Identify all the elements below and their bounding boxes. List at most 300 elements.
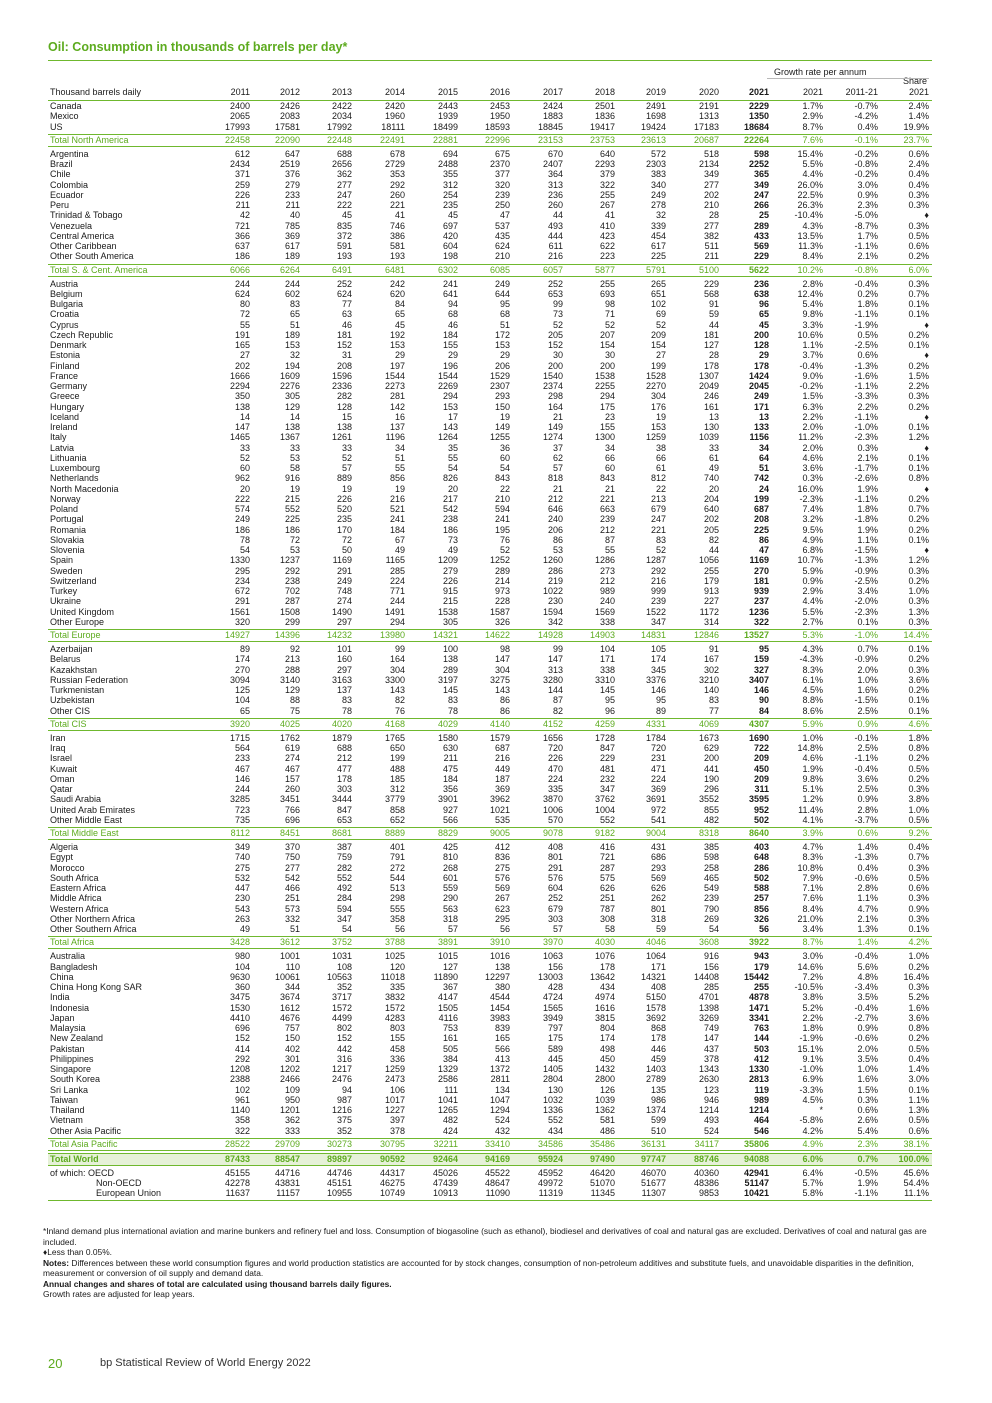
table-cell: 178 xyxy=(753,360,769,371)
table-cell: 318 xyxy=(650,913,666,924)
table-cell: 193 xyxy=(336,251,352,262)
table-cell: 4147 xyxy=(437,992,458,1003)
table-cell: 161 xyxy=(703,401,719,412)
table-cell: 222 xyxy=(234,493,250,504)
table-cell: 249 xyxy=(336,575,352,586)
table-cell: 267 xyxy=(599,200,615,210)
table-row xyxy=(48,484,932,494)
table-cell: 296 xyxy=(703,784,719,794)
table-cell: 138 xyxy=(234,401,250,412)
table-row xyxy=(48,904,932,914)
table-total-row xyxy=(48,264,932,277)
table-cell: 292 xyxy=(650,565,666,576)
table-cell: 694 xyxy=(442,148,458,159)
table-cell: 40 xyxy=(289,210,300,221)
table-cell: 19 xyxy=(289,483,300,494)
row-label: Hungary xyxy=(50,401,85,412)
table-cell: 40360 xyxy=(693,1167,719,1178)
table-cell: 23.7% xyxy=(903,134,929,145)
table-cell: 210 xyxy=(494,493,510,504)
row-label: Canada xyxy=(50,101,82,111)
row-label: Slovenia xyxy=(50,545,85,555)
table-cell: 104 xyxy=(234,961,250,972)
table-cell: 54 xyxy=(499,463,510,473)
table-cell: 311 xyxy=(754,784,769,794)
table-cell: 200 xyxy=(703,753,719,764)
table-cell: 650 xyxy=(389,743,405,753)
table-cell: 63 xyxy=(341,309,352,320)
table-cell: 240 xyxy=(547,514,563,525)
row-label: Iran xyxy=(50,732,66,743)
table-cell: 233 xyxy=(284,189,300,200)
table-cell: 0.6% xyxy=(857,828,878,838)
table-cell: 1424 xyxy=(748,370,769,381)
table-cell: 295 xyxy=(494,913,510,924)
year-header: 2012 xyxy=(279,87,300,97)
table-cell: 255 xyxy=(753,982,769,992)
table-cell: 502 xyxy=(753,872,769,883)
table-cell: 186 xyxy=(442,524,458,535)
table-cell: 11.2% xyxy=(798,432,823,443)
table-cell: 546 xyxy=(753,1125,769,1136)
table-cell: 3970 xyxy=(542,937,563,948)
table-cell: 176 xyxy=(650,401,666,412)
table-cell: 4544 xyxy=(489,992,510,1003)
table-row xyxy=(48,391,932,401)
table-cell: 89 xyxy=(655,705,666,716)
table-cell: 18499 xyxy=(432,121,458,132)
table-cell: 92 xyxy=(289,644,300,654)
table-cell: 8.6% xyxy=(802,705,823,716)
table-cell: 0.7% xyxy=(908,852,929,863)
table-cell: 58 xyxy=(604,924,615,934)
table-cell: 299 xyxy=(284,616,300,627)
table-cell: 41 xyxy=(394,210,405,221)
table-cell: 740 xyxy=(703,473,719,484)
table-cell: -0.4% xyxy=(799,360,823,371)
table-cell: 572 xyxy=(650,148,666,159)
table-cell: 6.1% xyxy=(802,674,823,685)
table-cell: 444 xyxy=(547,230,563,241)
table-cell: 3674 xyxy=(279,992,300,1003)
table-cell: 13980 xyxy=(379,630,405,640)
table-cell: 369 xyxy=(284,230,300,241)
table-cell: ♦ xyxy=(924,411,929,422)
table-cell: 119 xyxy=(754,1084,769,1095)
table-row xyxy=(48,982,932,992)
table-cell: 86 xyxy=(758,534,769,545)
table-cell: 196 xyxy=(442,360,458,371)
table-cell: 1.9% xyxy=(857,1178,878,1188)
row-label: Spain xyxy=(50,555,74,566)
table-cell: 1.7% xyxy=(857,230,878,241)
table-cell: 8.7% xyxy=(802,121,823,132)
row-label: Central America xyxy=(50,230,115,241)
table-cell: 2.3% xyxy=(857,1138,878,1149)
table-cell: 295 xyxy=(234,565,250,576)
table-cell: 326 xyxy=(494,616,510,627)
table-cell: 13 xyxy=(758,411,769,422)
table-cell: 720 xyxy=(547,743,563,753)
table-cell: 1960 xyxy=(384,111,405,122)
row-label: Finland xyxy=(50,360,80,371)
table-row xyxy=(48,494,932,504)
table-cell: 987 xyxy=(336,1094,352,1105)
table-cell: 249 xyxy=(650,189,666,200)
table-cell: 52 xyxy=(552,319,563,330)
table-cell: 1172 xyxy=(699,606,719,617)
table-cell: 33410 xyxy=(484,1138,510,1149)
table-cell: 428 xyxy=(547,982,563,992)
table-cell: 13 xyxy=(708,411,719,422)
table-cell: 1022 xyxy=(542,586,563,596)
table-cell: 377 xyxy=(494,169,510,180)
table-cell: 678 xyxy=(389,148,405,159)
table-cell: 470 xyxy=(547,763,563,774)
table-cell: 1.9% xyxy=(802,763,823,774)
table-cell: 277 xyxy=(284,862,300,873)
table-cell: 0.3% xyxy=(908,220,929,231)
table-cell: 599 xyxy=(650,1115,666,1126)
table-cell: 172 xyxy=(494,329,510,340)
table-row xyxy=(48,1064,932,1074)
table-row xyxy=(48,1105,932,1115)
table-cell: 0.1% xyxy=(908,695,929,706)
table-cell: 72 xyxy=(239,309,250,320)
table-cell: 0.3% xyxy=(908,200,929,210)
table-cell: 19 xyxy=(499,411,510,422)
table-cell: 97747 xyxy=(640,1153,666,1164)
table-cell: 0.3% xyxy=(908,982,929,992)
table-cell: 742 xyxy=(753,473,769,484)
table-cell: 28 xyxy=(708,210,719,221)
table-cell: 216 xyxy=(547,251,563,262)
table-cell: 153 xyxy=(389,340,405,350)
table-row xyxy=(48,299,932,309)
table-cell: 30 xyxy=(604,350,615,361)
row-label: Switzerland xyxy=(50,575,97,586)
table-cell: 187 xyxy=(494,773,510,784)
table-cell: 510 xyxy=(650,1125,666,1136)
table-cell: 356 xyxy=(442,784,458,794)
table-cell: 641 xyxy=(442,288,458,299)
table-cell: 7.1% xyxy=(802,883,823,893)
table-cell: 287 xyxy=(284,596,300,607)
table-cell: 1259 xyxy=(645,432,666,443)
table-cell: 274 xyxy=(336,596,352,607)
table-cell: ♦ xyxy=(924,350,929,361)
table-cell: -1.0% xyxy=(854,422,878,432)
table-cell: 740 xyxy=(234,852,250,863)
table-cell: 82 xyxy=(708,534,719,545)
table-cell: 37 xyxy=(552,442,563,453)
table-cell: 1307 xyxy=(698,370,719,381)
table-cell: 49 xyxy=(447,545,458,555)
table-cell: 401 xyxy=(389,842,405,852)
table-cell: 237 xyxy=(753,596,769,607)
table-cell: 11345 xyxy=(590,1188,615,1199)
table-cell: 0.1% xyxy=(908,452,929,463)
table-row xyxy=(48,330,932,340)
table-cell: 4974 xyxy=(594,992,615,1003)
table-cell: 13.5% xyxy=(797,230,823,241)
table-cell: 246 xyxy=(703,391,719,402)
table-cell: -0.4% xyxy=(854,278,878,289)
table-cell: 175 xyxy=(599,401,615,412)
row-label: Kuwait xyxy=(50,763,78,774)
table-cell: 0.1% xyxy=(857,616,878,627)
table-cell: 962 xyxy=(234,473,250,484)
table-cell: 1.8% xyxy=(857,504,878,514)
table-cell: 1715 xyxy=(229,732,250,743)
table-cell: 1522 xyxy=(645,606,666,617)
table-cell: 73 xyxy=(552,309,563,320)
table-cell: 320 xyxy=(234,616,250,627)
table-cell: 71 xyxy=(604,309,615,320)
table-cell: 939 xyxy=(753,586,769,596)
table-cell: 5877 xyxy=(594,264,615,275)
table-cell: 281 xyxy=(389,391,405,402)
table-cell: 1538 xyxy=(594,370,615,381)
table-cell: 95 xyxy=(758,644,769,654)
table-row xyxy=(48,675,932,685)
table-cell: 5.7% xyxy=(802,1178,823,1188)
table-cell: 130 xyxy=(547,1084,563,1095)
table-cell: 2443 xyxy=(437,101,458,111)
table-cell: 0.2% xyxy=(908,961,929,972)
table-cell: 0.2% xyxy=(857,288,878,299)
table-cell: 353 xyxy=(389,169,405,180)
table-cell: 602 xyxy=(284,288,300,299)
table-cell: 467 xyxy=(234,763,250,774)
table-cell: -3.4% xyxy=(854,982,878,992)
table-cell: 555 xyxy=(389,903,405,914)
table-cell: 244 xyxy=(234,784,250,794)
table-cell: 482 xyxy=(442,1115,458,1126)
table-cell: 11157 xyxy=(276,1188,300,1199)
growth-2021-header: 2021 xyxy=(802,87,823,97)
table-cell: 308 xyxy=(599,913,615,924)
table-cell: 22881 xyxy=(432,134,458,145)
table-cell: 2065 xyxy=(229,111,250,122)
table-cell: 1.0% xyxy=(857,674,878,685)
table-row xyxy=(48,149,932,159)
row-label: Croatia xyxy=(50,309,80,320)
table-cell: 688 xyxy=(336,743,352,753)
table-cell: 3197 xyxy=(437,674,458,685)
table-row xyxy=(48,883,932,893)
table-cell: 4283 xyxy=(384,1012,405,1023)
table-cell: 573 xyxy=(284,903,300,914)
table-cell: 1032 xyxy=(542,1094,563,1105)
table-cell: 989 xyxy=(599,586,615,596)
table-cell: 3901 xyxy=(437,794,458,805)
table-cell: 181 xyxy=(336,329,352,340)
table-cell: 1017 xyxy=(384,1094,405,1105)
table-cell: 3983 xyxy=(489,1012,510,1023)
table-cell: 69 xyxy=(655,309,666,320)
table-cell: 1169 xyxy=(749,555,769,566)
table-cell: 225 xyxy=(753,524,769,535)
table-cell: 178 xyxy=(599,961,615,972)
row-label: New Zealand xyxy=(50,1033,104,1044)
table-cell: 1165 xyxy=(385,555,405,566)
table-cell: 165 xyxy=(494,1033,510,1044)
table-cell: 15442 xyxy=(743,971,769,982)
table-cell: 454 xyxy=(650,230,666,241)
table-cell: 270 xyxy=(753,565,769,576)
table-cell: 1350 xyxy=(748,111,769,122)
table-cell: 810 xyxy=(442,852,458,863)
table-row xyxy=(48,873,932,883)
table-cell: 54 xyxy=(239,545,250,555)
table-row xyxy=(48,1115,932,1125)
table-cell: -0.4% xyxy=(854,763,878,774)
table-cell: 1367 xyxy=(279,432,300,443)
table-cell: 0.2% xyxy=(908,514,929,525)
table-cell: 33 xyxy=(341,442,352,453)
table-cell: 98 xyxy=(604,299,615,309)
table-cell: -0.7% xyxy=(854,101,878,111)
row-label: Eastern Africa xyxy=(50,883,107,893)
table-cell: 235 xyxy=(336,514,352,525)
table-total-row xyxy=(48,134,932,147)
table-cell: 0.2% xyxy=(908,685,929,695)
table-cell: 5791 xyxy=(645,264,666,275)
table-cell: 338 xyxy=(599,664,615,675)
table-cell: 78 xyxy=(341,705,352,716)
table-cell: 217 xyxy=(442,493,458,504)
table-cell: 255 xyxy=(599,278,615,289)
table-cell: 24 xyxy=(758,483,769,494)
table-row xyxy=(48,279,932,289)
table-cell: 0.6% xyxy=(908,1125,929,1136)
table-cell: 1016 xyxy=(489,951,510,962)
table-cell: -3.7% xyxy=(854,814,878,825)
row-label: Malaysia xyxy=(50,1023,86,1033)
table-cell: 414 xyxy=(234,1043,250,1054)
table-cell: 17 xyxy=(447,411,458,422)
table-row xyxy=(48,504,932,514)
table-cell: 3.8% xyxy=(908,794,929,805)
table-cell: 51 xyxy=(394,452,405,463)
table-cell: 157 xyxy=(284,773,300,784)
table-cell: 378 xyxy=(389,1125,405,1136)
table-cell: 110 xyxy=(285,961,300,972)
table-cell: 6.0% xyxy=(908,264,929,275)
table-cell: -2.3% xyxy=(854,432,878,443)
row-label: Western Africa xyxy=(50,903,109,914)
table-cell: 836 xyxy=(494,852,510,863)
table-cell: 242 xyxy=(389,278,405,289)
table-cell: 835 xyxy=(336,220,352,231)
table-cell: 1879 xyxy=(331,732,352,743)
table-row xyxy=(48,951,932,961)
table-cell: 247 xyxy=(336,189,352,200)
table-cell: 240 xyxy=(599,596,615,607)
row-label: Estonia xyxy=(50,350,81,361)
table-cell: 22090 xyxy=(274,134,300,145)
table-row xyxy=(48,453,932,463)
table-cell: 366 xyxy=(234,230,250,241)
table-cell: 160 xyxy=(336,654,352,665)
table-cell: ♦ xyxy=(924,319,929,330)
table-cell: 2400 xyxy=(229,101,250,111)
table-cell: 378 xyxy=(703,1053,719,1064)
table-cell: 4.6% xyxy=(802,452,823,463)
table-row xyxy=(48,1178,932,1188)
table-cell: 3608 xyxy=(698,937,719,948)
table-cell: 3595 xyxy=(748,794,769,805)
table-cell: 385 xyxy=(703,842,719,852)
table-cell: 146 xyxy=(650,685,666,695)
table-cell: 197 xyxy=(389,360,405,371)
table-cell: 18593 xyxy=(484,121,510,132)
table-row xyxy=(48,159,932,169)
table-cell: -1.9% xyxy=(854,319,878,330)
table-cell: 106 xyxy=(389,1084,405,1095)
row-label: Germany xyxy=(50,381,88,391)
table-cell: 622 xyxy=(599,241,615,251)
table-cell: 0.4% xyxy=(908,179,929,190)
table-cell: 2.3% xyxy=(857,200,878,210)
table-cell: 301 xyxy=(284,1053,300,1064)
row-label: Other Caribbean xyxy=(50,241,117,251)
table-cell: 847 xyxy=(336,804,352,815)
table-row xyxy=(48,617,932,627)
table-cell: 189 xyxy=(284,329,300,340)
page-title: Oil: Consumption in thousands of barrels per day* xyxy=(48,40,348,54)
table-cell: 89897 xyxy=(326,1153,352,1164)
row-label: Oman xyxy=(50,773,75,784)
table-cell: 1690 xyxy=(748,732,769,743)
table-cell: 1006 xyxy=(542,804,563,815)
table-cell: 2422 xyxy=(331,101,352,111)
table-cell: -2.3% xyxy=(854,606,878,617)
row-label: China Hong Kong SAR xyxy=(50,982,143,992)
row-label: United Kingdom xyxy=(50,606,115,617)
table-cell: 619 xyxy=(284,743,300,753)
table-cell: 239 xyxy=(703,893,719,904)
table-cell: 5150 xyxy=(645,992,666,1003)
table-cell: 367 xyxy=(442,982,458,992)
table-cell: 347 xyxy=(650,616,666,627)
table-cell: 17183 xyxy=(693,121,719,132)
row-label: Sweden xyxy=(50,565,83,576)
table-cell: -1.9% xyxy=(799,1033,823,1044)
table-cell: 184 xyxy=(442,773,458,784)
table-cell: 226 xyxy=(442,575,458,586)
row-label: Austria xyxy=(50,278,79,289)
table-cell: 9.0% xyxy=(802,370,823,381)
table-cell: 239 xyxy=(599,514,615,525)
table-cell: 19417 xyxy=(589,121,615,132)
table-cell: 449 xyxy=(494,763,510,774)
table-cell: 26.0% xyxy=(797,179,823,190)
table-cell: 1.5% xyxy=(908,370,929,381)
table-cell: 221 xyxy=(650,524,666,535)
table-cell: 239 xyxy=(494,189,510,200)
table-cell: 4.9% xyxy=(802,1138,823,1149)
table-cell: 304 xyxy=(494,664,510,675)
table-total-row xyxy=(48,827,932,840)
table-cell: -0.4% xyxy=(854,1002,878,1013)
table-cell: 35806 xyxy=(743,1138,769,1149)
row-label: Bulgaria xyxy=(50,299,84,309)
table-cell: 3.6% xyxy=(857,773,878,784)
table-cell: 23753 xyxy=(589,134,615,145)
year-header: 2016 xyxy=(489,87,510,97)
